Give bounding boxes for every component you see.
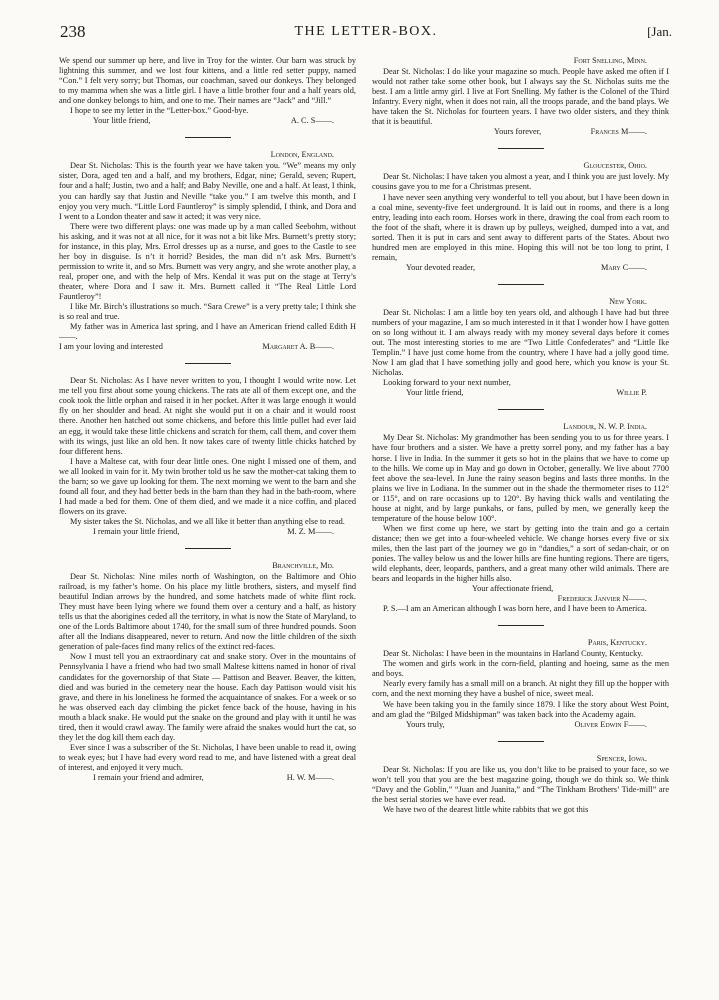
letter-place: Gloucester, Ohio. [583,161,647,171]
letter-paragraph: When we first come up here, we start by getting into the train and go a certain distance; then we get into a four-wheeled vehicle. We change horses every five or six miles, then the last part of the journey we go in “dandies,” a sort of sedan-chair, or on ponies. The valley below us and the lower hills are fine hunting regions. There are tigers, wild elephants, deer, leopards, panthers, and a great many other wild animals. There are bears and leopards in the higher hills also. [372,523,669,584]
letter-place: London, England. [270,150,334,160]
section-divider [498,284,544,285]
letter-closing: Yours forever, [494,127,542,137]
letter-paragraph: The women and girls work in the corn-field, planting and hoeing, same as the men and boys. [372,659,669,679]
letter-paragraph: My father was in America last spring, and I have an American friend called Edith H——. [59,322,356,342]
letter-paragraph: We spend our summer up here, and live in Troy for the winter. Our barn was struck by lightning this summer, and we lost four kittens, and a little red setter puppy, named “Con.” I felt very sorry; but Thomas, our coachman, saved our donkeys. They belonged to my mamma when she was a little girl. I have a little brother four and a half years old, and one donkey belongs to him, and one to me. Their names are “Jack” and “Jill.” [59,56,356,106]
letter [372,56,669,137]
letter-paragraph: Dear St. Nicholas: I have taken you almost a year, and I think you are just lovely. My cousins gave you to me for a Christmas present. [372,172,669,192]
letter-paragraph: Nearly every family has a small mill on a branch. At night they fill up the hopper with corn, and the next morning they have a bushel of nice, sweet meal. [372,679,669,699]
letter-signature: A. C. S——. [290,116,334,126]
letter [372,161,669,273]
letter-paragraph: Dear St. Nicholas: I have been in the mountains in Harland County, Kentucky. [383,649,643,659]
letter-paragraph: I like Mr. Birch’s illustrations so much. “Sara Crewe” is a very pretty tale; I think she is so real and true. [59,302,356,322]
section-divider [498,409,544,410]
letter [372,422,669,614]
letter-paragraph: Dear St. Nicholas: Nine miles north of Washington, on the Baltimore and Ohio railroad, is my father’s home. On his place my little brothers, sisters, and myself find beautiful Indian arrows by the hundred, and some hatchets made of white flint rock. They must have been lying where we found them over a century and a half, as history tells us that the aborigines ceded all the territory, in what is now the State of Maryland, to one of the Lords Baltimore about 1740, for the small sum of three hundred pounds. Soon after all the Indians disappeared, never to return. And now the little children of the sixth generation of pale-faces find many relics of the extinct red-faces. [59,572,356,652]
left-column [59,56,356,788]
letter [59,561,356,783]
letter-signature: Frances M——. [590,127,647,137]
section-divider [498,741,544,742]
letter-paragraph: Dear St. Nicholas: I am a little boy ten years old, and although I have had but three numbers of your magazine, I am so much interested in it that I wonder how I have gotten on so long without it. I am always ready with my money several days before it comes out. The most interesting stories to me are “Two Little Confederates” and “Little Ike Templin.” I have just come home from the country, where I have had a jolly good time. Now I am glad that I have something jolly and good here, which you know is your St. Nicholas. [372,307,669,378]
letter-paragraph: I have a Maltese cat, with four dear little ones. One night I missed one of them, and we all looked in vain for it. My twin brother told us he saw the mother-cat taking them to the barn; so we gave up looking for them. The next morning we went to the barn and she found all four, and they had better beds in the barn than they had in the bath-room, where I had made a bed for them. One of them died, and we made it a nice coffin, and placed flowers on its grave. [59,456,356,516]
section-divider [185,548,231,549]
section-divider [185,363,231,364]
letter-paragraph: Now I must tell you an extraordinary cat and snake story. Over in the mountains of Pennsylvania I have a friend who had two small Maltese kittens named in honor of rival candidates for the governorship of that State — Pattison and Beaver. Beaver, the kitten, died and was buried in the cemetery near the house. Each day Pattison would visit his grave, and there in his loneliness he formed the acquaintance of snakes. For a week or so he was observed each day climbing the picket fence back of the house, having in his mouth a black snake. He would put the snake on the ground and play with it until he was tired, then it would crawl away. The family were afraid the snakes would hurt the cat, so they let the dog kill them each day. [59,652,356,742]
letter-closing: Yours truly, [406,719,445,729]
letter-paragraph: Dear St. Nicholas: I do like your magazine so much. People have asked me often if I would not rather take some other book, but I always say the St. Nicholas suits me the best. I am a little army girl. I live at Fort Snelling. My father is the Colonel of the Third Infantry. Every night, when it does not rain, all the troops parade, and the band plays. We have taken the St. Nicholas for fourteen years. I have two older sisters, and they think that it is beautiful. [372,67,669,127]
letter-signoff [59,342,356,352]
letter [372,638,669,729]
section-divider [498,148,544,149]
letter-closing: I remain your friend and admirer, [93,773,204,782]
letter-closing: Your affectionate friend, [472,584,554,594]
letter-signoff [372,720,669,730]
letter-paragraph: I have never seen anything very wonderful to tell you about, but I have been down in a coal mine, seventy-five feet underground. It is laid out in rooms, and there is a long entry, leading into each room. Horses work in there, drawing the coal from each room to the foot of the shaft, where it is drawn up by pulleys, weighed, dumped into a vat, and sorted. Then it is put in cars and sent away to different parts of the States. About two hundred men are employed in this mine. Hoping this will not be too long to print, I remain, [372,192,669,262]
letter-paragraph: Ever since I was a subscriber of the St. Nicholas, I have been unable to read it, owing to weak eyes; but I have had every word read to me, and have listened with a great deal of interest, and enjoyed it very much. [59,742,356,772]
letter-place: Spencer, Iowa. [596,753,647,763]
letter-paragraph: Dear St. Nicholas: This is the fourth year we have taken you. “We” means my only sister, Dora, aged ten and a half, and my brothers, Edgar, nine; Gerald, seven; Rupert, four and a half; Justin, two and a half; and Baby Neville, one and a half. At least, I think, you can hardly say that Justin and Neville “take you.” I am twelve this month, and I enjoy you very much. “Little Lord Fauntleroy” is simply splendid, I think, and Dora and I went to a London theater and saw it acted; it was very nice. [59,161,356,221]
letter [59,376,356,537]
section-divider [498,625,544,626]
letter-signature: Oliver Edwin F——. [574,719,647,729]
letter-place: Paris, Kentucky. [587,638,647,648]
letter-signature: Margaret A. B——. [262,342,334,352]
letter-place: Branchville, Md. [272,561,334,571]
letter-signoff [372,127,669,137]
page-title: THE LETTER-BOX. [294,24,438,39]
letter-paragraph: My Dear St. Nicholas: My grandmother has been sending you to us for three years. I have four brothers and a sister. We have a pretty sorrel pony, and my father has a bay horse. I live in India. In the summer it gets so hot in the plains that we have to come up to the hills. We come up in May and go down in October, generally. We live about 7700 feet above the sea-level. In June the rainy season begins and lasts three months. In the plains we live in Lodiana. In the summer out in the shade the thermometer rises to 112° or 115°, and on rare occasions up to 120°. By having thick walls and ventilating the house at night, and by large punkahs, or fans, pulled by men, we generally keep the temperature of the house below 100°. [372,433,669,523]
letter-paragraph: My sister takes the St. Nicholas, and we all like it better than anything else to read. [70,516,345,526]
letter-place: Fort Snelling, Minn. [573,56,647,65]
section-divider [185,137,231,138]
letter-signoff [372,388,669,398]
right-column [372,56,669,820]
letter-signature: H. W. M——. [286,773,334,782]
letter-paragraph: Dear St. Nicholas: As I have never written to you, I thought I would write now. Let me tell you first about some young chickens. The rats ate all of them except one, and the cook took the little orphan and raised it in her pocket. After it was large enough it would fly on her shoulder and head. At night she would put it on a chair and it would roost there. Another hen hatched out some chickens, and before this little pullet had ever laid an egg, it would take these little chickens and scratch for them, call them, and cover them with its wings, just like an old hen. It now takes care of twenty little chicks hatched by four different hens. [59,376,356,456]
page-header [60,22,672,48]
letter-closing: Your devoted reader, [406,262,476,272]
letter [372,297,669,398]
letter-signoff [59,116,356,126]
page-number: 238 [60,22,86,41]
letter-postscript: P. S.—I am an American although I was born here, and I have been to America. [383,604,647,614]
letter-signature: M. Z. M——. [287,526,334,536]
issue-month: [Jan. [647,24,672,39]
letter-paragraph: Looking forward to your next number, [383,378,511,388]
letter-signoff [372,263,669,273]
letter-signature: Frederick Janvier N——. [557,594,647,604]
letter-signature: Willie P. [616,388,647,398]
letter-closing: I remain your little friend, [93,526,180,536]
letter-closing: Your little friend, [406,388,464,398]
letter-paragraph: We have been taking you in the family since 1879. I like the story about West Point, and am glad the “Bilged Midshipman” was taken back into the Academy again. [372,699,669,719]
letter-closing: Your little friend, [93,116,151,126]
letter [372,754,669,815]
letter [59,150,356,352]
letter-signature: Mary C——. [601,262,647,272]
letter-paragraph: There were two different plays: one was made up by a man called Seebohm, without his asking, and it was not at all nice, for it was not a bit like Mrs. Burnett’s pretty story; for instance, in this play, Mrs. Errol dresses up as a nurse, and goes to the Castle to see her boy in disguise. Is n’t it horrid? Besides, the man did n’t ask Mrs. Burnett’s permission to write it, and so Mrs. Burnett was very angry, and she wrote another play, a real, proper one, and with the help of Mrs. Kendal it was put on the stage at Terry’s theater, where Dora and I saw it. Mrs. Burnett called it “The Real Little Lord Fauntleroy”! [59,221,356,301]
letter [59,56,356,126]
letter-place: Landour, N. W. P. India. [563,422,647,432]
letter-paragraph: Dear St. Nicholas: If you are like us, you don’t like to be praised to your face, so we won’t tell you that you are the best magazine going, though we do think so. We think “Davy and the Goblin,” “Juan and Juanita,” and “The Tinkham Brothers’ Tide-mill” are the best serial stories we have ever read. [372,764,669,804]
letter-paragraph: I hope to see my letter in the “Letter-box.” Good-bye. [70,106,249,116]
letter-signoff [59,773,356,783]
letter-signoff [59,527,356,537]
letter-paragraph: We have two of the dearest little white rabbits that we got this [383,804,589,814]
letter-closing: I am your loving and interested [59,342,163,352]
letter-place: New York. [609,296,647,306]
